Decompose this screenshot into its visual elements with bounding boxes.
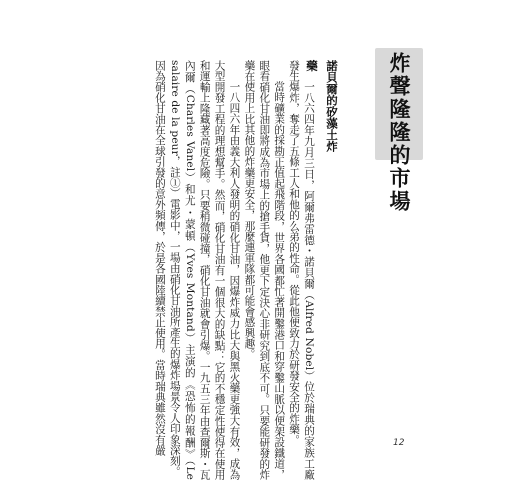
chapter-title: 炸聲隆隆的市場 <box>387 52 411 213</box>
paragraph-continuation: 因為硝化甘油在全球引發的意外頻傳，於是各國陸續禁止使用。當時瑞典雖然沒有嚴 <box>153 60 166 456</box>
page-number: 12 <box>393 438 405 448</box>
paragraph: 一八六四年九月三日，阿爾弗雷德・諾貝爾（Alfred Nobel）位於瑞典的家族工廠發生爆炸，奪走了五條工人和他的么弟的性命。從此他便致力於研發安全的炸藥。 <box>288 60 315 480</box>
body-text <box>140 60 316 480</box>
paragraph: 一八四六年由義大利人發明的硝化甘油，因爆炸威力比大與黑火藥更強大有效，成為大型開發工程的理想幫手。然而，硝化甘油有一個很大的缺點：它的不穩定性使得在使用和運輸上隆藏著高度危險。只要稍微碰撞，硝化甘油就會引爆。一九五三年由查爾斯・瓦內爾（Charles Vanel）和尤・蒙頓（Yves Montand）主演的《恐怖的報酬》（Le salaire de la peur，註①）電影中，一場由硝化甘油所產生的爆炸場景令人印象深刻。 <box>168 60 241 480</box>
paragraph: 當時礦業的採勘正值起飛階段，世界各國都忙著開鑿港口和穿鑿山脈以便架設鐵道，眼看硝化甘油即將成為市場上的搶手貨，他更下定決心非研究到底不可。只要能研發的炸藥在使用上比其他的炸藥更安全，那麼連軍隊都可能會感興趣。 <box>243 60 286 480</box>
section-heading: 諾貝爾的矽藻土炸藥 <box>305 60 339 152</box>
